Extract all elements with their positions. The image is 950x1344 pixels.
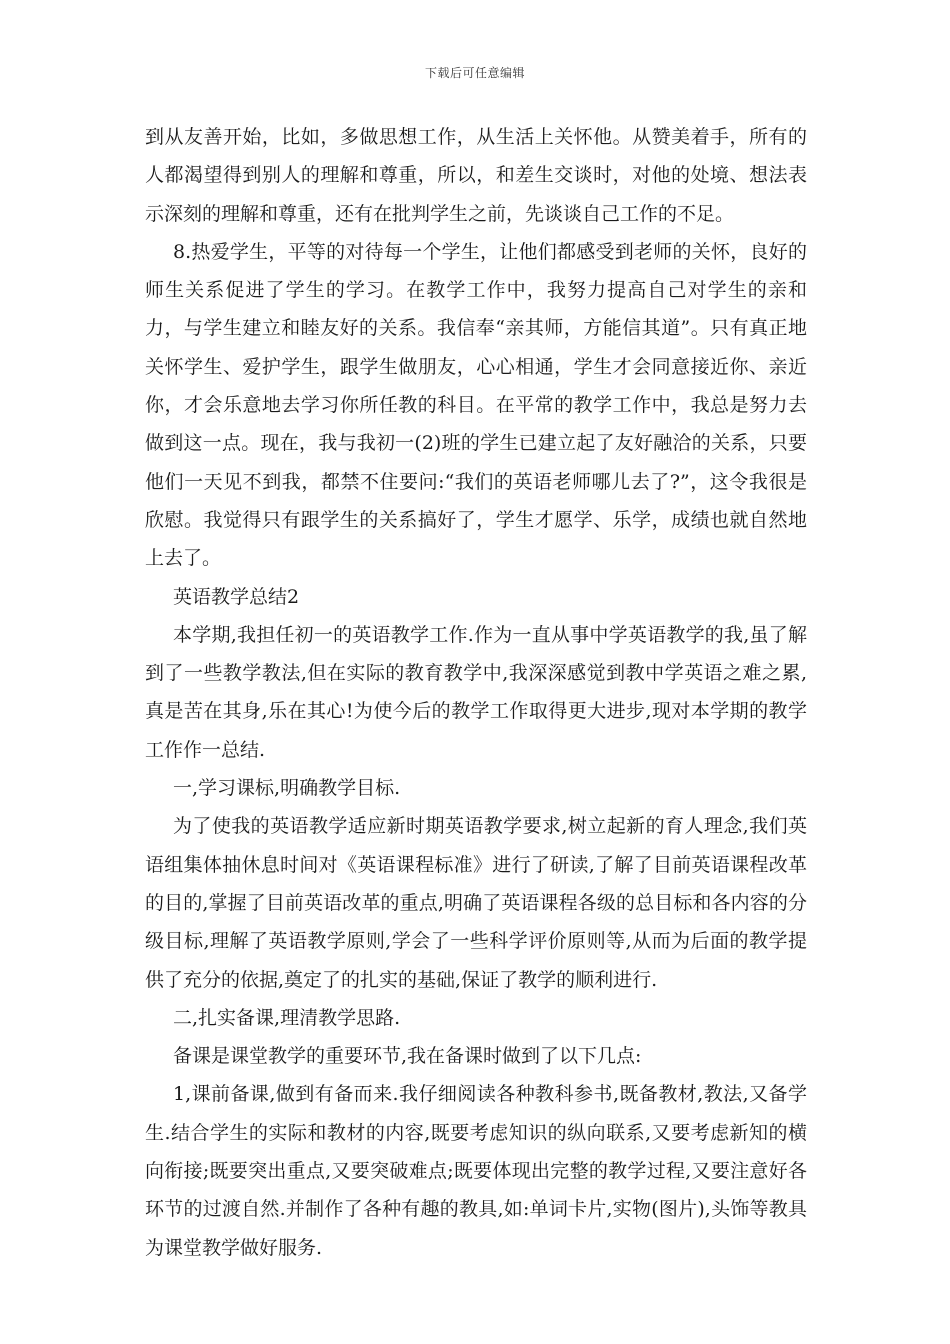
paragraph-lesson-prep-intro: 备课是课堂教学的重要环节,我在备课时做到了以下几点:: [173, 1045, 642, 1068]
document-body: [145, 118, 807, 1267]
page-header: 下载后可任意编辑: [424, 66, 525, 80]
paragraph-love-students: 8.热爱学生，平等的对待每一个学生，让他们都感受到老师的关怀，良好的师生关系促进了学生的学习。在教学工作中，我努力提高自己对学生的亲和力，与学生建立和睦友好的关系。我信奉“亲其师，方能信其道”。只有真正地关怀学生、爱护学生，跟学生做朋友，心心相通，学生才会同意接近你、亲近你，才会乐意地去学习你所任教的科目。在平常的教学工作中，我总是努力去做到这一点。现在，我与我初一(2)班的学生已建立起了友好融洽的关系，只要他们一天见不到我，都禁不住要问:“我们的英语老师哪儿去了?”，这令我很是欣慰。我觉得只有跟学生的关系搞好了，学生才愿学、乐学，成绩也就自然地上去了。: [145, 240, 807, 570]
paragraph-lesson-prep-point-1: 1,课前备课,做到有备而来.我仔细阅读各种教科参书,既备教材,教法,又备学生.结合学生的实际和教材的内容,既要考虑知识的纵向联系,又要考虑新知的横向衔接;既要突出重点,又要突破难点;既要体现出完整的教学过程,又要注意好各环节的过渡自然.并制作了各种有趣的教具,如:单词卡片,实物(图片),头饰等教具为课堂教学做好服务.: [145, 1083, 807, 1259]
heading-lesson-prep: 二,扎实备课,理清教学思路.: [173, 1006, 401, 1029]
paragraph-intro: 本学期,我担任初一的英语教学工作.作为一直从事中学英语教学的我,虽了解到了一些教学教法,但在实际的教育教学中,我深深感觉到教中学英语之难之累,真是苦在其身,乐在其心!为使今后的教学工作取得更大进步,现对本学期的教学工作作一总结.: [145, 623, 807, 761]
paragraph-continuation: 到从友善开始，比如，多做思想工作，从生活上关怀他。从赞美着手，所有的人都渴望得到别人的理解和尊重，所以，和差生交谈时，对他的处境、想法表示深刻的理解和尊重，还有在批判学生之前，先谈谈自己工作的不足。: [145, 126, 807, 225]
section-title: 英语教学总结2: [173, 585, 300, 608]
heading-study-curriculum: 一,学习课标,明确教学目标.: [173, 777, 401, 800]
paragraph-curriculum: 为了使我的英语教学适应新时期英语教学要求,树立起新的育人理念,我们英语组集体抽休息时间对《英语课程标准》进行了研读,了解了目前英语课程改革的目的,掌握了目前英语改革的重点,明确了英语课程各级的总目标和各内容的分级目标,理解了英语教学原则,学会了一些科学评价原则等,从而为后面的教学提供了充分的依据,奠定了的扎实的基础,保证了教学的顺利进行.: [145, 815, 807, 991]
